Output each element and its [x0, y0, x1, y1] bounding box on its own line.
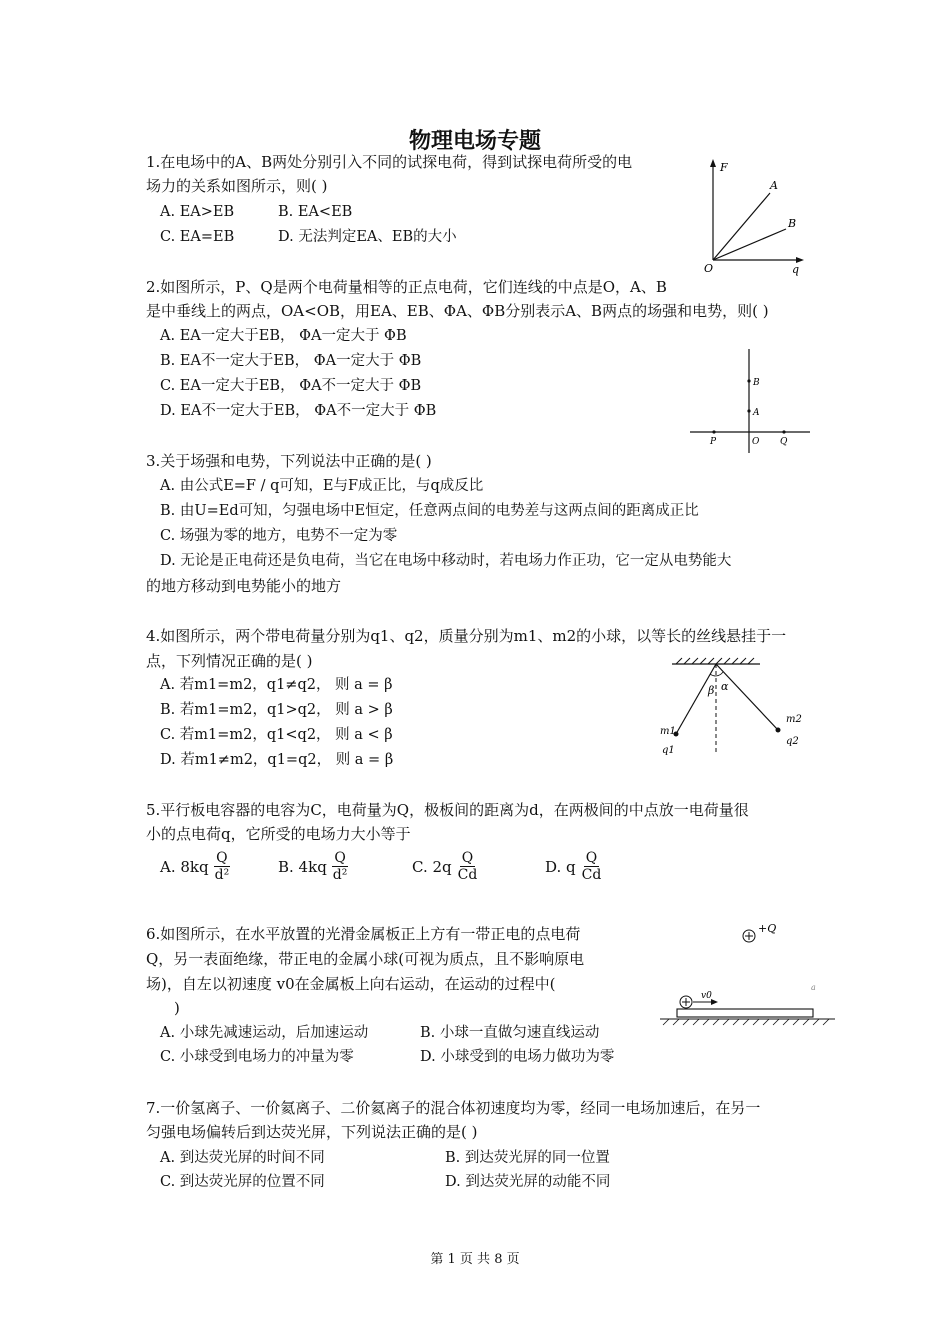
- q6-line3: 场)，自左以初速度 v0在金属板上向右运动，在运动的过程中(: [146, 975, 556, 993]
- q5-option-d: D. q $\frac{Q}{Cd}$: [545, 850, 602, 883]
- q1-force-charge-graph: [700, 155, 810, 280]
- q1-origin-label: O: [704, 262, 714, 275]
- q6-option-a: A. 小球先减速运动，后加速运动: [160, 1025, 369, 1041]
- q6-option-c: C. 小球受到电场力的冲量为零: [160, 1049, 354, 1065]
- q2-point-p-label: P: [710, 437, 717, 447]
- q4-option-a: A. 若m1=m2，q1≠q2， 则 a = β: [160, 677, 393, 693]
- q4-m2-label: m2: [786, 714, 802, 725]
- q2-option-a: A. EA一定大于EB， ΦA一定大于 ΦB: [160, 328, 407, 344]
- q2-line2: 是中垂线上的两点，OA<OB，用EA、EB、ΦA、ΦB分别表示A、B两点的场强和电势，则( ): [146, 302, 769, 320]
- q1-axis-f-label: F: [720, 161, 728, 174]
- q2-point-o-label: O: [752, 437, 760, 447]
- q5-option-a: A. 8kq $\frac{Q}{\text{d²}}$: [160, 850, 230, 883]
- q6-metal-plate-diagram: [655, 918, 840, 1038]
- q7-option-a: A. 到达荧光屏的时间不同: [160, 1150, 325, 1166]
- q5-option-b: B. 4kq $\frac{Q}{\text{d²}}$: [278, 850, 348, 883]
- q2-point-a-label: A: [753, 408, 760, 418]
- q1-line1: 1.在电场中的A、B两处分别引入不同的试探电荷，得到试探电荷所受的电: [146, 153, 633, 171]
- q2-option-d: D. EA不一定大于EB， ΦA不一定大于 ΦB: [160, 403, 437, 419]
- q2-option-c: C. EA一定大于EB， ΦA不一定大于 ΦB: [160, 378, 422, 394]
- q1-line2: 场力的关系如图所示，则( ): [146, 177, 328, 195]
- q3-line1: 3.关于场强和电势，下列说法中正确的是( ): [146, 452, 432, 470]
- q5-option-c: C. 2q $\frac{Q}{Cd}$: [412, 850, 478, 883]
- q4-m1-label: m1: [660, 726, 676, 737]
- q6-option-b: B. 小球一直做匀速直线运动: [420, 1025, 600, 1041]
- q6-line2: Q，另一表面绝缘，带正电的金属小球(可视为质点，且不影响原电: [146, 950, 585, 968]
- page-title: 物理电场专题: [408, 129, 541, 154]
- q3-option-a: A. 由公式E=F / q可知，E与F成正比，与q成反比: [160, 478, 484, 494]
- q3-option-b: B. 由U=Ed可知，匀强电场中E恒定，任意两点间的电势差与这两点间的距离成正比: [160, 503, 699, 519]
- q4-line1: 4.如图所示，两个带电荷量分别为q1、q2，质量分别为m1、m2的小球，以等长的丝线悬挂于一: [146, 627, 787, 645]
- q4-pendulum-diagram: [650, 652, 810, 762]
- q6-a-label: a: [811, 983, 816, 992]
- q6-option-d: D. 小球受到的电场力做功为零: [420, 1049, 615, 1065]
- q3-option-c: C. 场强为零的地方，电势不一定为零: [160, 528, 398, 544]
- q6-velocity-label: v0: [701, 991, 712, 1001]
- q1-option-c: C. EA=EB: [160, 229, 235, 245]
- q4-alpha-label: α: [721, 680, 729, 693]
- q2-point-b-label: B: [753, 378, 760, 388]
- q1-option-d: D. 无法判定EA、EB的大小: [278, 229, 457, 245]
- q1-option-a: A. EA>EB: [160, 204, 235, 220]
- q2-option-b: B. EA不一定大于EB， ΦA一定大于 ΦB: [160, 353, 422, 369]
- page-footer: 第 1 页 共 8 页: [430, 1252, 520, 1267]
- q5-option-a-fraction: $\frac{Q}{\text{d²}}$: [214, 850, 230, 883]
- q6-line1: 6.如图所示，在水平放置的光滑金属板正上方有一带正电的点电荷: [146, 925, 581, 943]
- q4-line2: 点，下列情况正确的是( ): [146, 652, 313, 670]
- q4-q1-label: q1: [662, 745, 675, 756]
- q7-option-c: C. 到达荧光屏的位置不同: [160, 1174, 325, 1190]
- q4-option-b: B. 若m1=m2，q1>q2， 则 a > β: [160, 702, 393, 718]
- q4-option-d: D. 若m1≠m2，q1=q2， 则 a = β: [160, 752, 394, 768]
- q4-beta-label: β: [708, 684, 715, 697]
- q7-line2: 匀强电场偏转后到达荧光屏，下列说法正确的是( ): [146, 1123, 478, 1141]
- q5-line2: 小的点电荷q，它所受的电场力大小等于: [146, 825, 411, 843]
- q6-line4: ): [174, 999, 180, 1017]
- q2-charges-diagram: [688, 345, 813, 457]
- q2-line1: 2.如图所示，P、Q是两个电荷量相等的正点电荷，它们连线的中点是O，A、B: [146, 278, 667, 296]
- q5-option-b-fraction: $\frac{Q}{\text{d²}}$: [332, 850, 348, 883]
- q2-point-q-label: Q: [780, 437, 788, 447]
- q1-line-a-label: A: [770, 179, 778, 192]
- q1-line-b-label: B: [788, 217, 797, 230]
- q7-option-d: D. 到达荧光屏的动能不同: [445, 1174, 611, 1190]
- q4-q2-label: q2: [786, 736, 799, 747]
- q6-point-charge-label: +Q: [758, 922, 777, 935]
- q1-axis-q-label: q: [792, 263, 800, 276]
- q7-option-b: B. 到达荧光屏的同一位置: [445, 1150, 610, 1166]
- q4-option-c: C. 若m1=m2，q1<q2， 则 a < β: [160, 727, 393, 743]
- q3-line-last: 的地方移动到电势能小的地方: [146, 577, 342, 595]
- q3-option-d: D. 无论是正电荷还是负电荷，当它在电场中移动时，若电场力作正功，它一定从电势能大: [160, 553, 732, 569]
- q1-option-b: B. EA<EB: [278, 204, 353, 220]
- q5-option-c-fraction: $\frac{Q}{Cd}$: [457, 850, 478, 883]
- q5-option-d-fraction: $\frac{Q}{Cd}$: [581, 850, 602, 883]
- q7-line1: 7.一价氢离子、一价氦离子、二价氦离子的混合体初速度均为零，经同一电场加速后，在另一: [146, 1099, 761, 1117]
- q5-line1: 5.平行板电容器的电容为C，电荷量为Q，极板间的距离为d，在两极间的中点放一电荷量很: [146, 801, 749, 819]
